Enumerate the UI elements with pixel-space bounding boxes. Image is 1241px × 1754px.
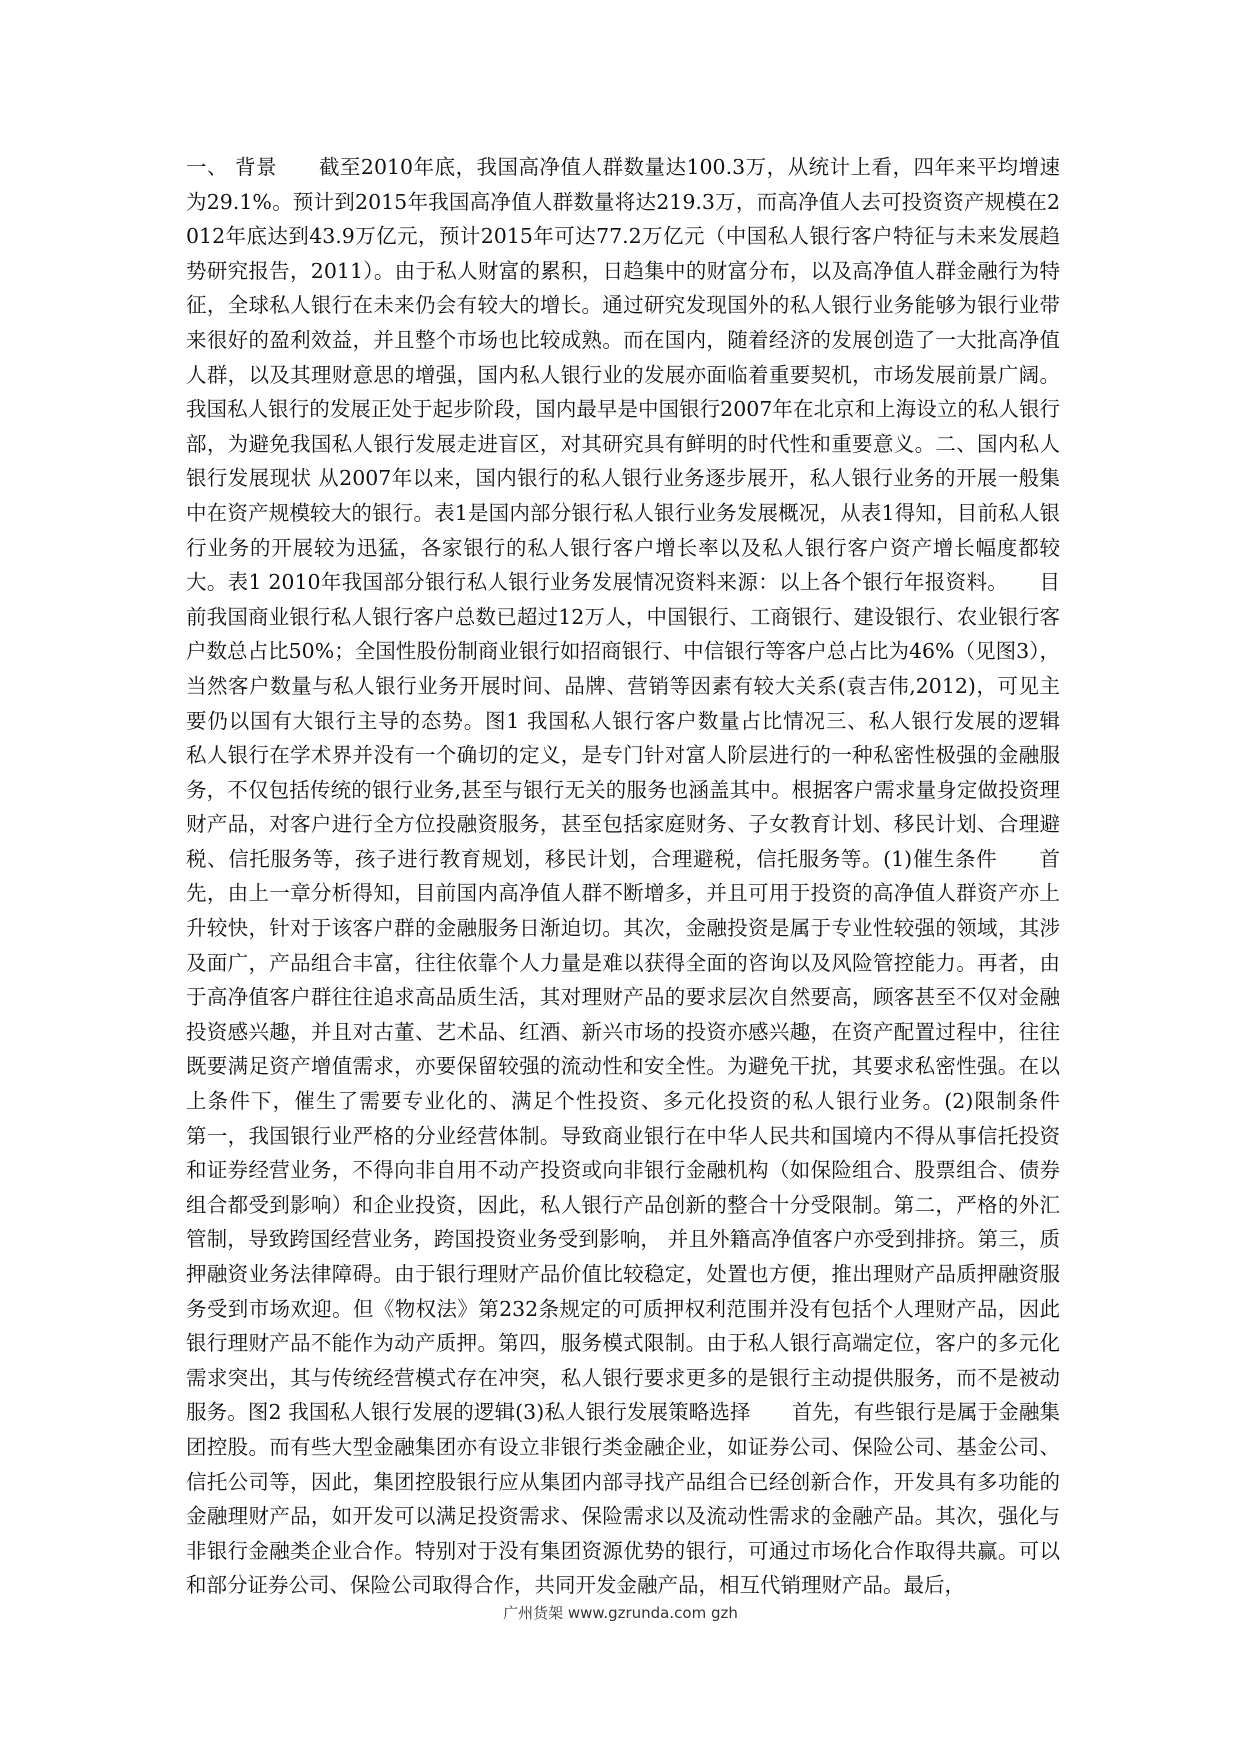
article-body-text: 一、 背景 截至2010年底，我国高净值人群数量达100.3万，从统计上看，四年来平均增速为29.1%。预计到2015年我国高净值人群数量将达219.3万，而高净值人去可投资资产规模在2012年底达到43.9万亿元，预计2015年可达77.2万亿元（中国私人银行客户特征与未来发展趋势研究报告，2011）。由于私人财富的累积，日趋集中的财富分布，以及高净值人群金融行为特征，全球私人银行在未来仍会有较大的增长。通过研究发现国外的私人银行业务能够为银行业带来很好的盈利效益，并且整个市场也比较成熟。而在国内，随着经济的发展创造了一大批高净值人群，以及其理财意思的增强，国内私人银行业的发展亦面临着重要契机，市场发展前景广阔。我国私人银行的发展正处于起步阶段，国内最早是中国银行2007年在北京和上海设立的私人银行部，为避免我国私人银行发展走进盲区，对其研究具有鲜明的时代性和重要意义。二、国内私人银行发展现状 从2007年以来，国内银行的私人银行业务逐步展开，私人银行业务的开展一般集中在资产规模较大的银行。表1是国内部分银行私人银行业务发展概况，从表1得知，目前私人银行业务的开展较为迅猛，各家银行的私人银行客户增长率以及私人银行客户资产增长幅度都较大。表1 2010年我国部分银行私人银行业务发展情况资料来源：以上各个银行年报资料。 目前我国商业银行私人银行客户总数已超过12万人，中国银行、工商银行、建设银行、农业银行客户数总占比50%；全国性股份制商业银行如招商银行、中信银行等客户总占比为46%（见图3），当然客户数量与私人银行业务开展时间、品牌、营销等因素有较大关系(袁吉伟,2012)，可见主要仍以国有大银行主导的态势。图1 我国私人银行客户数量占比情况三、私人银行发展的逻辑 私人银行在学术界并没有一个确切的定义，是专门针对富人阶层进行的一种私密性极强的金融服务，不仅包括传统的银行业务,甚至与银行无关的服务也涵盖其中。根据客户需求量身定做投资理财产品，对客户进行全方位投融资服务，甚至包括家庭财务、子女教育计划、移民计划、合理避税、信托服务等，孩子进行教育规划，移民计划，合理避税，信托服务等。(1)催生条件 首先，由上一章分析得知，目前国内高净值人群不断增多，并且可用于投资的高净值人群资产亦上升较快，针对于该客户群的金融服务日渐迫切。其次，金融投资是属于专业性较强的领域，其涉及面广，产品组合丰富，往往依靠个人力量是难以获得全面的咨询以及风险管控能力。再者，由于高净值客户群往往追求高品质生活，其对理财产品的要求层次自然要高，顾客甚至不仅对金融投资感兴趣，并且对古董、艺术品、红酒、新兴市场的投资亦感兴趣，在资产配置过程中，往往既要满足资产增值需求，亦要保留较强的流动性和安全性。为避免干扰，其要求私密性强。在以上条件下，催生了需要专业化的、满足个性投资、多元化投资的私人银行业务。(2)限制条件 第一，我国银行业严格的分业经营体制。导致商业银行在中华人民共和国境内不得从事信托投资和证券经营业务，不得向非自用不动产投资或向非银行金融机构（如保险组合、股票组合、债券组合都受到影响）和企业投资，因此，私人银行产品创新的整合十分受限制。第二，严格的外汇管制，导致跨国经营业务，跨国投资业务受到影响， 并且外籍高净值客户亦受到排挤。第三，质押融资业务法律障碍。由于银行理财产品价值比较稳定，处置也方便，推出理财产品质押融资服务受到市场欢迎。但《物权法》第232条规定的可质押权利范围并没有包括个人理财产品，因此银行理财产品不能作为动产质押。第四，服务模式限制。由于私人银行高端定位，客户的多元化需求突出，其与传统经营模式存在冲突，私人银行要求更多的是银行主动提供服务，而不是被动服务。图2 我国私人银行发展的逻辑(3)私人银行发展策略选择 首先，有些银行是属于金融集团控股。而有些大型金融集团亦有设立非银行类金融企业，如证券公司、保险公司、基金公司、信托公司等，因此，集团控股银行应从集团内部寻找产品组合已经创新合作，开发具有多功能的金融理财产品，如开发可以满足投资需求、保险需求以及流动性需求的金融产品。其次，强化与非银行金融类企业合作。特别对于没有集团资源优势的银行，可通过市场化合作取得共赢。可以和部分证券公司、保险公司取得合作，共同开发金融产品，相互代销理财产品。最后， (186, 155, 1101, 1598)
page-footer: 广州货架 www.gzrunda.com gzh (503, 1604, 738, 1622)
